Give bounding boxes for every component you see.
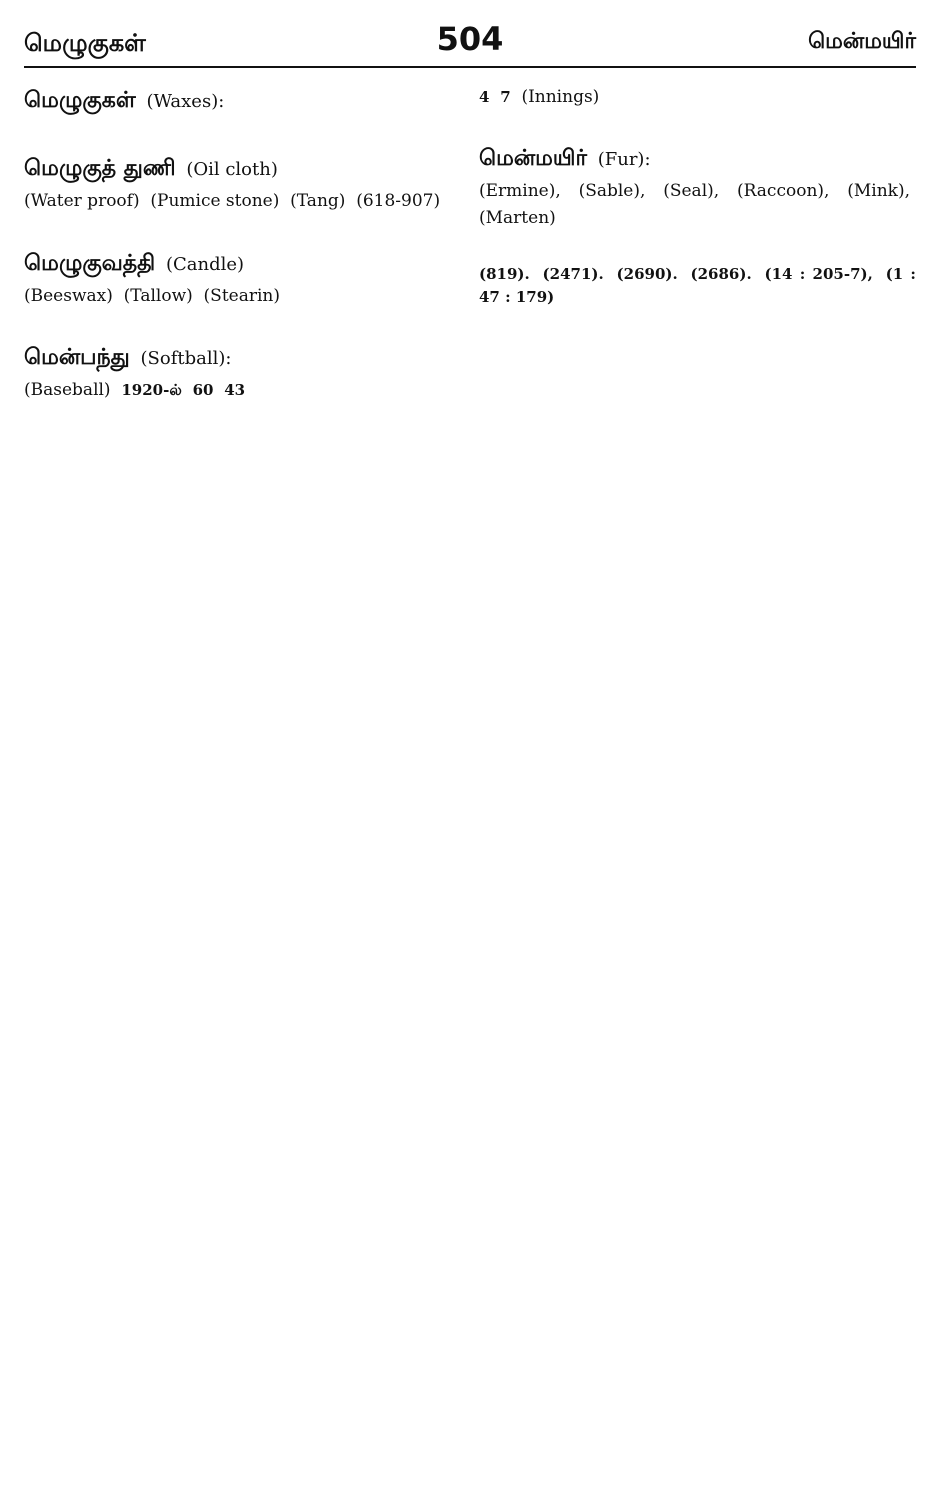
headword: மெழுகுத் துணி	[24, 156, 176, 182]
entry-head	[24, 341, 461, 375]
term: (Beeswax)	[24, 285, 113, 306]
term: (Water proof)	[24, 191, 140, 212]
right-column	[479, 78, 916, 1483]
two-column-body	[24, 78, 916, 1483]
english-term: (Candle)	[165, 253, 245, 275]
term: (Tallow)	[123, 285, 193, 306]
entry-body	[479, 310, 916, 332]
inline-terms	[24, 377, 461, 403]
term: (Baseball)	[24, 380, 111, 401]
term: (Innings)	[521, 87, 600, 107]
entry-softball	[24, 341, 461, 425]
number: (819).	[479, 265, 530, 284]
entry-waxes	[24, 84, 461, 142]
entry-head	[479, 142, 916, 176]
entry-fur-history	[479, 263, 916, 332]
english-term: (Waxes):	[146, 91, 225, 112]
term: (Sable),	[578, 181, 646, 202]
headword: மென்பந்து	[24, 344, 130, 370]
inline-terms	[479, 84, 916, 110]
entry-body	[479, 231, 916, 253]
number: 1920-ல்	[121, 381, 182, 400]
entry-candle	[24, 247, 461, 331]
english-term: (Fur):	[597, 149, 651, 171]
header-right-title: மென்மயிர்	[808, 28, 916, 54]
term: (618-907)	[356, 191, 441, 212]
term: (Stearin)	[203, 285, 280, 306]
number: 60	[192, 381, 214, 400]
inline-terms	[24, 188, 461, 214]
entry-body	[24, 120, 461, 142]
number: (1 : 47 : 179)	[479, 265, 916, 307]
entry-body	[479, 110, 916, 132]
term: (Seal),	[663, 181, 720, 202]
inline-terms	[24, 283, 461, 309]
number: (14 : 205-7),	[764, 265, 873, 284]
entry-body	[24, 403, 461, 425]
term: (Raccoon),	[736, 181, 830, 202]
page-number: 504	[436, 20, 504, 58]
number: 4	[479, 88, 490, 106]
page-header	[24, 20, 916, 68]
entry-body	[24, 215, 461, 237]
term: (Marten)	[479, 207, 556, 228]
header-left-title: மெழுகுகள்	[24, 28, 146, 57]
english-term: (Oil cloth)	[186, 159, 278, 181]
term: (Tang)	[290, 191, 346, 212]
term: (Pumice stone)	[150, 191, 280, 212]
headword: மெழுகுகள்	[24, 88, 136, 113]
term: (Ermine),	[479, 181, 561, 202]
english-term: (Softball):	[140, 347, 232, 369]
entry-fur	[479, 142, 916, 253]
number: 43	[224, 381, 246, 400]
number: 7	[500, 88, 511, 106]
entry-softball-continued	[479, 84, 916, 132]
left-column	[24, 78, 461, 1483]
entry-body	[24, 309, 461, 331]
term: (Mink),	[847, 181, 910, 202]
inline-terms	[479, 263, 916, 310]
headword: மென்மயிர்	[479, 146, 587, 172]
number: (2686).	[690, 265, 752, 284]
entry-head	[24, 152, 461, 186]
inline-terms	[479, 178, 916, 231]
entry-oil-cloth	[24, 152, 461, 236]
number: (2471).	[542, 265, 604, 284]
number: (2690).	[616, 265, 678, 284]
headword: மெழுகுவத்தி	[24, 250, 156, 276]
entry-head	[24, 84, 461, 118]
entry-head	[24, 247, 461, 281]
